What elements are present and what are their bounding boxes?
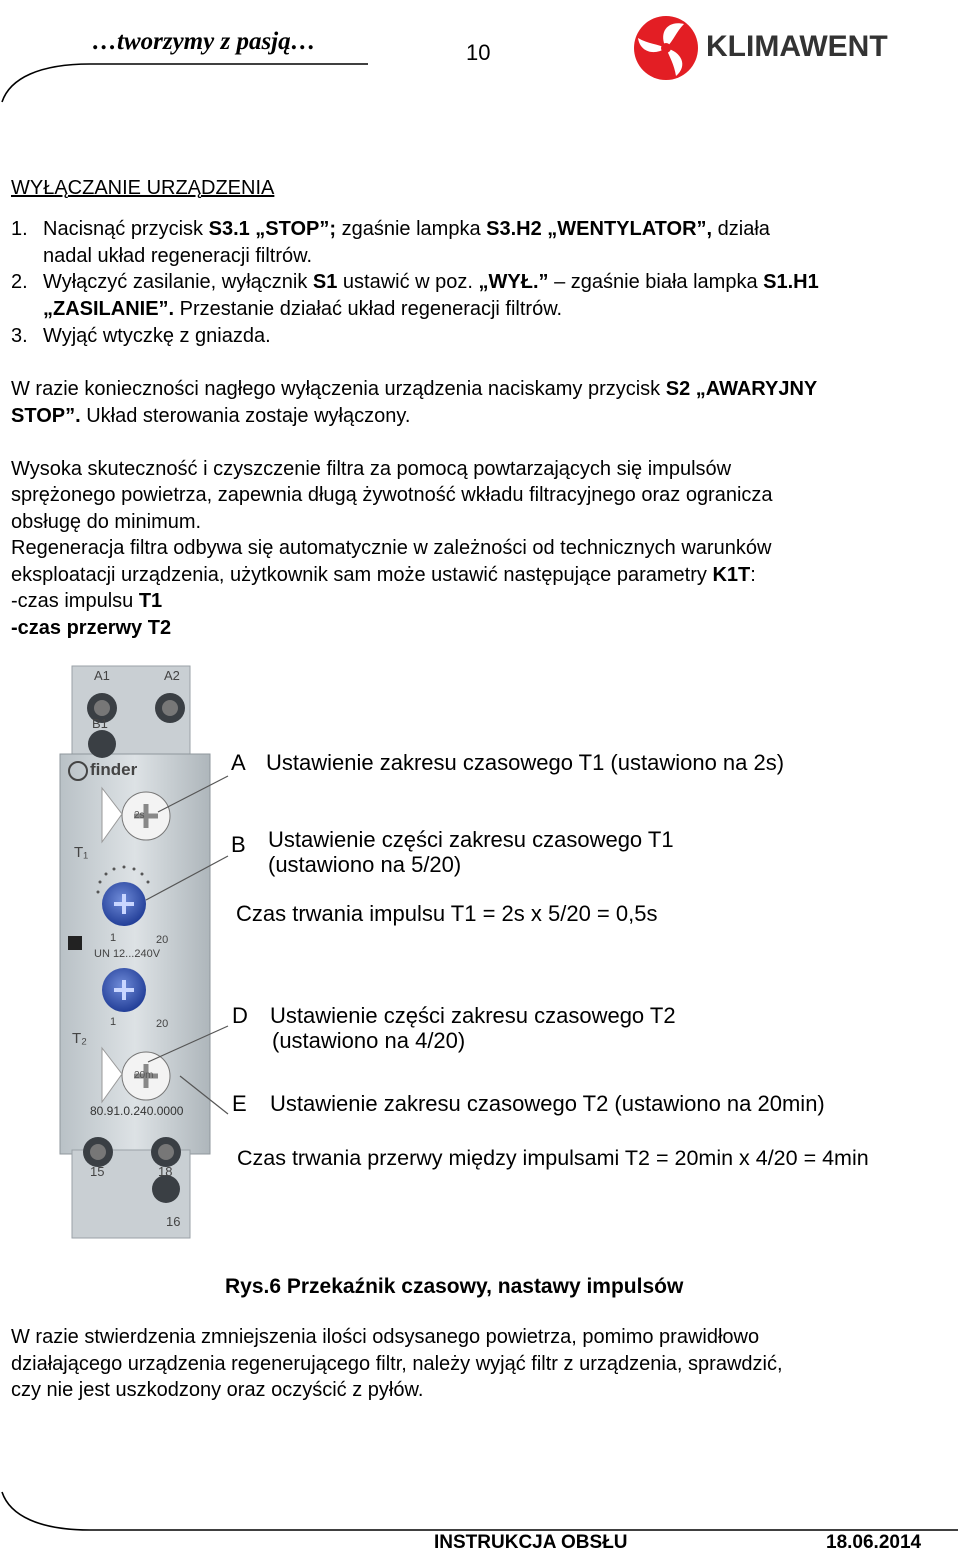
terminal-15-label: 15 [90, 1164, 105, 1179]
figure-label-text-b-2: (ustawiono na 5/20) [268, 852, 462, 877]
text-segment: Nacisnąć przycisk [43, 218, 209, 240]
figure-caption: Rys.6 Przekaźnik czasowy, nastawy impulsów [225, 1275, 684, 1298]
dial-d-scale-1: 1 [110, 1016, 117, 1028]
dial-b-scale-20: 20 [156, 934, 169, 946]
logo-text: KLIMAWENT [706, 30, 888, 63]
paragraph1-line-3: obsługę do minimum. [11, 511, 202, 533]
text-segment: nadal układ regeneracji filtrów. [43, 245, 313, 267]
header-tagline: …tworzymy z pasją… [92, 28, 316, 55]
dial-d-scale-20: 20 [156, 1018, 169, 1030]
terminal-b1-label: B1 [92, 716, 108, 731]
closing-line-2: działającego urządzenia regenerującego filtr, należy wyjąć filtr z urządzenia, sprawdzić, [11, 1353, 783, 1375]
page-number: 10 [466, 40, 491, 65]
text-segment: T1 [138, 590, 163, 612]
footer-date: 18.06.2014 [826, 1532, 922, 1553]
text-segment: K1T [712, 564, 751, 586]
text-segment: Wyłączyć zasilanie, wyłącznik [43, 271, 313, 293]
text-segment: Przestanie działać układ regeneracji filtrów. [174, 298, 563, 320]
text-segment: W razie konieczności nagłego wyłączenia urządzenia naciskamy przycisk [11, 378, 666, 400]
text-segment: : [750, 564, 756, 586]
text-segment: ustawić w poz. [337, 271, 479, 293]
text-segment: eksploatacji urządzenia, użytkownik sam może ustawić następujące parametry [11, 564, 713, 586]
text-segment: Regeneracja filtra odbywa się automatycznie w zależności od technicznych warunków [11, 537, 772, 559]
text-segment: -czas przerwy [11, 617, 148, 639]
paragraph1-line-2: sprężonego powietrza, zapewnia długą żywotność wkładu filtracyjnego oraz ogranicza [11, 484, 773, 506]
figure-label-text-b-1: Ustawienie części zakresu czasowego T1 [268, 827, 674, 852]
range-20m-label: 20m [134, 1070, 154, 1081]
dial-b-scale-1: 1 [110, 932, 117, 944]
text-segment: S3.H2 „WENTYLATOR”, [486, 218, 713, 240]
text-segment: „ZASILANIE”. [43, 298, 175, 320]
step-number: 1. [11, 218, 28, 240]
text-segment: S3.1 „STOP”; [208, 218, 337, 240]
t1-label: T₁ [74, 844, 89, 861]
text-segment: Wyjąć wtyczkę z gniazda. [43, 325, 271, 347]
figure-label-text-d-1: Ustawienie części zakresu czasowego T2 [270, 1003, 676, 1028]
closing-line-1: W razie stwierdzenia zmniejszenia ilości odsysanego powietrza, pomimo prawidłowo [11, 1326, 760, 1348]
voltage-label: UN 12...240V [94, 948, 161, 960]
footer-title: INSTRUKCJA OBSŁU [434, 1532, 628, 1553]
closing-line-3: czy nie jest uszkodzony oraz oczyścić z pyłów. [11, 1379, 424, 1401]
text-segment: S1.H1 [763, 271, 819, 293]
figure-label-letter-e: E [232, 1091, 247, 1116]
range-2s-label: 2s [134, 810, 145, 821]
figure-label-text-d-2: (ustawiono na 4/20) [272, 1028, 466, 1053]
figure-label-impulse-formula: Czas trwania impulsu T1 = 2s x 5/20 = 0,5s [236, 901, 658, 926]
section-title: WYŁĄCZANIE URZĄDZENIA [11, 177, 275, 199]
paragraph1-line-1: Wysoka skuteczność i czyszczenie filtra za pomocą powtarzających się impulsów [11, 458, 732, 480]
terminal-18-label: 18 [158, 1164, 173, 1179]
text-segment: S2 „AWARYJNY [665, 378, 818, 400]
brand-text: finder [90, 760, 138, 779]
text-segment: S1 [312, 271, 338, 293]
step-number: 2. [11, 271, 28, 293]
text-segment: STOP”. [11, 405, 81, 427]
step-number: 3. [11, 325, 28, 347]
figure-label-pause-formula: Czas trwania przerwy między impulsami T2 = 20min x 4/20 = 4min [237, 1146, 869, 1170]
text-segment: działa [712, 218, 770, 240]
figure-label-text-e: Ustawienie zakresu czasowego T2 (ustawiono na 20min) [270, 1091, 825, 1116]
figure-label-letter-b: B [231, 832, 246, 857]
text-segment: T2 [147, 617, 172, 639]
text-segment: „WYŁ.” [478, 271, 549, 293]
footer-swoosh-line [0, 1490, 960, 1535]
text-segment: zgaśnie lampka [336, 218, 487, 240]
terminal-a2-label: A2 [164, 668, 180, 683]
text-segment: Układ sterowania zostaje wyłączony. [80, 405, 411, 427]
t2-label: T₂ [72, 1030, 87, 1047]
text-segment: -czas impulsu [11, 590, 139, 612]
terminal-16-label: 16 [166, 1214, 181, 1229]
figure-label-letter-d: D [232, 1003, 248, 1028]
model-number: 80.91.0.240.0000 [90, 1104, 184, 1118]
figure-label-text-a: Ustawienie zakresu czasowego T1 (ustawiono na 2s) [266, 750, 785, 775]
figure-label-letter-a: A [231, 750, 246, 775]
text-segment: – zgaśnie biała lampka [548, 271, 764, 293]
terminal-a1-label: A1 [94, 668, 110, 683]
